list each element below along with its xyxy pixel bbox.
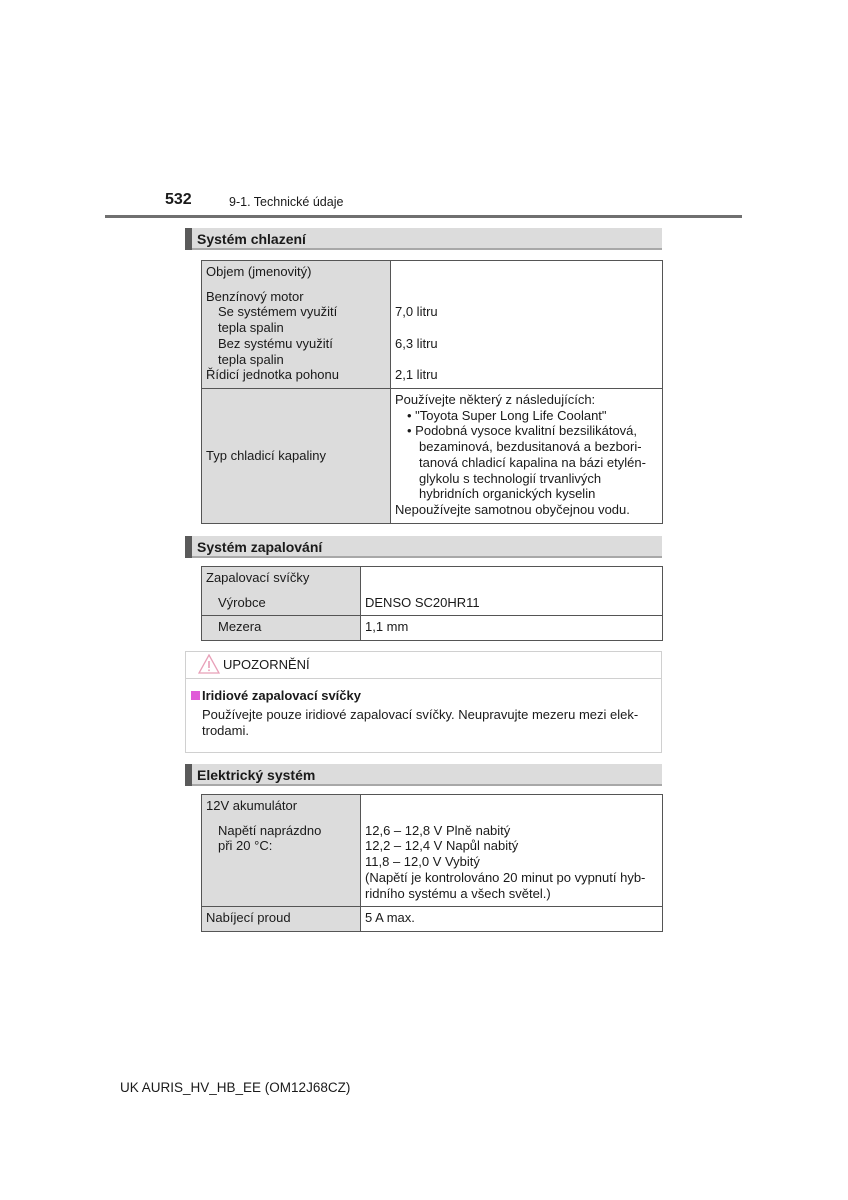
- cooling-table: [201, 260, 663, 524]
- value: 6,3 litru: [395, 335, 438, 351]
- label: tepla spalin: [218, 351, 284, 367]
- bullet-text: Podobná vysoce kvalitní bezsilikátová,: [415, 423, 638, 439]
- footer-code: UK AURIS_HV_HB_EE (OM12J68CZ): [120, 1080, 351, 1095]
- table-row: [202, 567, 663, 616]
- warning-text: trodami.: [202, 723, 249, 738]
- bullet-text: hybridních organických kyselin: [419, 486, 596, 502]
- label: Objem (jmenovitý): [206, 264, 312, 279]
- label: Nabíjecí proud: [202, 907, 361, 932]
- section-electrical-header: [185, 764, 662, 786]
- value: 2,1 litru: [395, 367, 438, 383]
- value: 11,8 – 12,0 V Vybitý: [365, 854, 480, 870]
- section-title: Systém chlazení: [197, 231, 306, 247]
- pink-square-icon: [191, 691, 200, 700]
- value: 5 A max.: [361, 907, 663, 932]
- label: 12V akumulátor: [206, 798, 298, 813]
- label: Se systémem využití: [218, 304, 338, 320]
- bullet-text: glykolu s technologií trvanlivých: [419, 470, 602, 486]
- label: Zapalovací svíčky: [206, 570, 310, 585]
- label: Typ chladicí kapaliny: [202, 389, 391, 524]
- label: Výrobce: [218, 594, 266, 610]
- section-title: Elektrický systém: [197, 767, 316, 783]
- table-row: [202, 907, 663, 932]
- chapter-title: 9-1. Technické údaje: [229, 195, 344, 209]
- warning-title: UPOZORNĚNÍ: [223, 657, 310, 672]
- warning-text: Používejte pouze iridiové zapalovací svíčky. Neupravujte mezeru mezi elek-: [202, 707, 639, 722]
- table-row: [202, 616, 663, 641]
- label: Řídicí jednotka pohonu: [206, 367, 339, 383]
- label: Napětí naprázdno: [218, 822, 322, 838]
- value: 12,6 – 12,8 V Plně nabitý: [365, 822, 511, 838]
- label: Bez systému využití: [218, 335, 333, 351]
- header-rule: [105, 215, 742, 218]
- page-number: 532: [165, 191, 192, 208]
- bullet-text: tanová chladicí kapalina na bázi etylén-: [419, 454, 646, 470]
- label: při 20 °C:: [218, 838, 273, 854]
- label: Mezera: [202, 616, 361, 641]
- bullet-text: "Toyota Super Long Life Coolant": [415, 407, 607, 423]
- value: 12,2 – 12,4 V Napůl nabitý: [365, 838, 519, 854]
- value: Používejte některý z následujících:: [395, 392, 596, 407]
- warning-subtitle: Iridiové zapalovací svíčky: [202, 688, 361, 703]
- table-row: [202, 795, 663, 907]
- value: 1,1 mm: [361, 616, 663, 641]
- section-title: Systém zapalování: [197, 539, 323, 555]
- value: DENSO SC20HR11: [365, 594, 480, 610]
- bullet-item: • "Toyota Super Long Life Coolant": [407, 407, 607, 423]
- value: (Napětí je kontrolováno 20 minut po vypnutí hyb-: [365, 869, 646, 885]
- value: 7,0 litru: [395, 304, 438, 320]
- table-row: [202, 389, 663, 524]
- bullet-item: • Podobná vysoce kvalitní bezsilikátová,: [407, 423, 638, 439]
- label: Benzínový motor: [206, 288, 304, 304]
- ignition-table: [201, 566, 663, 641]
- warning-triangle-icon: [198, 654, 220, 674]
- value: ridního systému a všech světel.): [365, 885, 551, 901]
- table-row: [202, 261, 663, 389]
- label: tepla spalin: [218, 320, 284, 336]
- warning-box: [185, 651, 662, 753]
- bullet-text: bezaminová, bezdusitanová a bezbori-: [419, 439, 642, 455]
- section-cooling-header: [185, 228, 662, 250]
- electrical-table: [201, 794, 663, 932]
- value: Nepoužívejte samotnou obyčejnou vodu.: [395, 501, 630, 517]
- section-ignition-header: [185, 536, 662, 558]
